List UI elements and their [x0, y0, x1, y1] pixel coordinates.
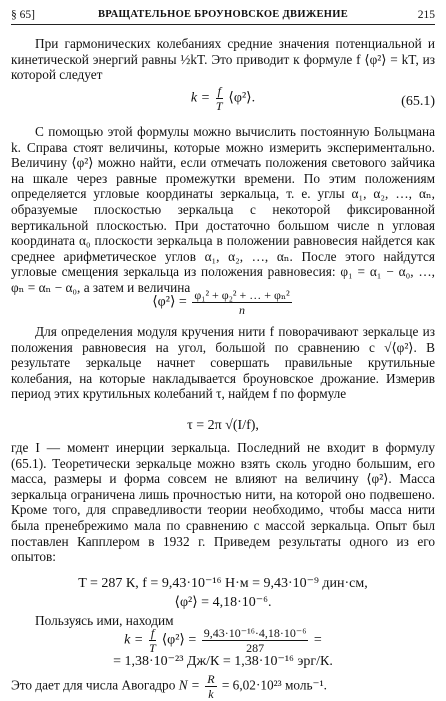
- section-marker: § 65]: [11, 9, 35, 21]
- paragraph-2: С помощью этой формулы можно вычислить постоянную Больцмана k. Справа стоят величины, которые можно измерить экспериментально. Величину ⟨φ²⟩ можно найти, если отмечать положения светового зайчика на шкале через равные промежутки времени. По этим положениям определяется угловые координаты зеркальца, т. е. углы α₁, α₂, …, αₙ, образуемые плоскостью зеркальца с некоторой фиксированной вертикальной плоскостью. При достаточно большом числе n угловая координата α₀ плоскости зеркальца в положении равновесия найдется как среднее арифметическое углов α₁, α₂, …, αₙ. После этого найдутся угловые смещения зеркальца из положения равновесия: φ₁ = α₁ − α₀, …, φₙ = αₙ − α₀, а затем и величина: [11, 124, 435, 295]
- eq2-fraction: [192, 288, 291, 317]
- eq2-denominator: n: [239, 303, 246, 317]
- eq6-numerator: R: [207, 672, 215, 686]
- eq1-numerator: f: [217, 84, 221, 98]
- equation-experiment-data-1: T = 287 К, f = 9,43·10⁻¹⁶ Н·м = 9,43·10⁻⁹ дин·см,: [78, 576, 368, 591]
- eq5-f-denominator: T: [149, 641, 156, 655]
- eq6-denominator: k: [208, 687, 214, 701]
- paragraph-6: [11, 672, 435, 701]
- equation-mean-square: [11, 288, 435, 317]
- paragraph-4: где I — момент инерции зеркальца. Последний не входит в формулу (65.1). Теоретически зеркальце можно взять сколь угодно большим, его масса, размеры и форма совсем не влияют на величину ⟨φ²⟩. Масса зеркальца ограничена лишь прочностью нити, на которой оно подвешено. Кроме того, для справедливости теории необходимо, чтобы масса нити была пренебрежимо мала по сравнению с массой зеркальца. Опыт был поставлен Капплером в 1932 г. Приведем результаты одного из его опытов:: [11, 440, 435, 565]
- paragraph-6-text: Это дает для числа Авогадро: [11, 677, 176, 693]
- eq2-numerator: φ₁² + φ₂² + … + φₙ²: [194, 288, 290, 302]
- eq5-f-numerator: f: [150, 626, 155, 640]
- page-number: 215: [417, 9, 435, 21]
- equation-label: (65.1): [401, 94, 435, 109]
- paragraph-5: Пользуясь ими, находим: [35, 613, 174, 628]
- eq5-numerator: 9,43·10⁻¹⁶·4,18·10⁻⁶: [203, 626, 307, 640]
- eq1-rhs: ⟨φ²⟩.: [228, 90, 256, 106]
- eq5-tail: =: [313, 632, 322, 648]
- eq1-fraction: [216, 84, 223, 113]
- equation-boltzmann: [11, 626, 435, 655]
- eq5-mid: ⟨φ²⟩ =: [161, 632, 197, 648]
- page-header: [11, 6, 435, 24]
- paragraph-3: Для определения модуля кручения нити f поворачивают зеркальце из положения равновесия на угол, большой по сравнению с √⟨φ²⟩. В результате зеркальце начнет совершать правильные крутильные колебания, на которые накладывается броуновское дрожание. Измерив период этих крутильных колебаний τ, найдем f по формуле: [11, 324, 435, 402]
- eq1-lhs: k =: [190, 90, 211, 106]
- equation-experiment-data-2: ⟨φ²⟩ = 4,18·10⁻⁶.: [174, 595, 272, 610]
- equation-65-1: [11, 84, 435, 113]
- eq6-fraction: [205, 672, 216, 701]
- eq2-lhs: ⟨φ²⟩ =: [152, 294, 187, 310]
- eq5-lhs: k =: [124, 632, 144, 648]
- eq5-denominator: 287: [246, 641, 265, 655]
- running-title: ВРАЩАТЕЛЬНОЕ БРОУНОВСКОЕ ДВИЖЕНИЕ: [97, 9, 349, 20]
- eq6-lhs: N =: [178, 677, 200, 693]
- eq5-f-fraction: [149, 626, 156, 655]
- eq1-denominator: T: [215, 99, 223, 113]
- header-rule: [11, 24, 435, 25]
- eq5-value-fraction: [202, 626, 309, 655]
- eq6-rhs: = 6,02·10²³ моль⁻¹.: [221, 677, 327, 693]
- paragraph-1: При гармонических колебаниях средние значения потенциальной и кинетической энергий равны ½kT. Это приводит к формуле f ⟨φ²⟩ = kT, из которой следует: [11, 36, 435, 83]
- equation-period: τ = 2π √(I/f),: [187, 418, 259, 433]
- equation-boltzmann-result: = 1,38·10⁻²³ Дж/К = 1,38·10⁻¹⁶ эрг/К.: [113, 654, 333, 669]
